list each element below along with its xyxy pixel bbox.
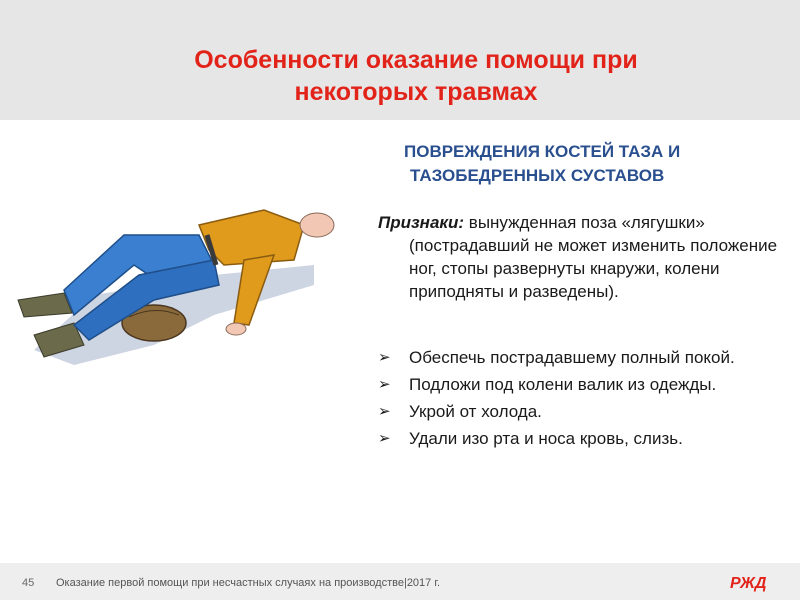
tip-text: Подложи под колени валик из одежды. [409,375,717,394]
slide-title [0,44,800,108]
page-number: 45 [22,577,35,589]
signs-paragraph [378,211,788,303]
tip-text: Укрой от холода. [409,402,542,421]
tips-list [378,346,798,454]
section-subtitle [404,140,784,188]
injured-person-illustration [14,205,366,370]
title-line-1: Особенности оказание помощи при [194,46,638,74]
arrow-bullet-icon: ➢ [378,349,391,366]
subtitle-line-2: ТАЗОБЕДРЕННЫХ СУСТАВОВ [410,166,665,185]
signs-line-1: вынужденная поза «лягушки» [464,213,705,232]
rzd-logo-icon [728,571,772,593]
title-line-2: некоторых травмах [294,78,538,106]
signs-lead: Признаки: [378,213,465,232]
list-item [378,373,798,396]
tip-text: Обеспечь пострадавшему полный покой. [409,348,735,367]
arrow-bullet-icon: ➢ [378,403,391,420]
svg-text:РЖД: РЖД [730,575,767,592]
tip-text: Удали изо рта и носа кровь, слизь. [409,429,683,448]
list-item [378,427,798,450]
footer-text: Оказание первой помощи при несчастных случаях на производстве|2017 г. [56,577,441,589]
list-item [378,400,798,423]
arrow-bullet-icon: ➢ [378,376,391,393]
subtitle-line-1: ПОВРЕЖДЕНИЯ КОСТЕЙ ТАЗА И [404,142,681,161]
signs-body: (пострадавший не может изменить положение ног, стопы развернуты кнаружи, колени приподняты и разведены). [409,236,778,301]
arrow-bullet-icon: ➢ [378,430,391,447]
list-item [378,346,798,369]
